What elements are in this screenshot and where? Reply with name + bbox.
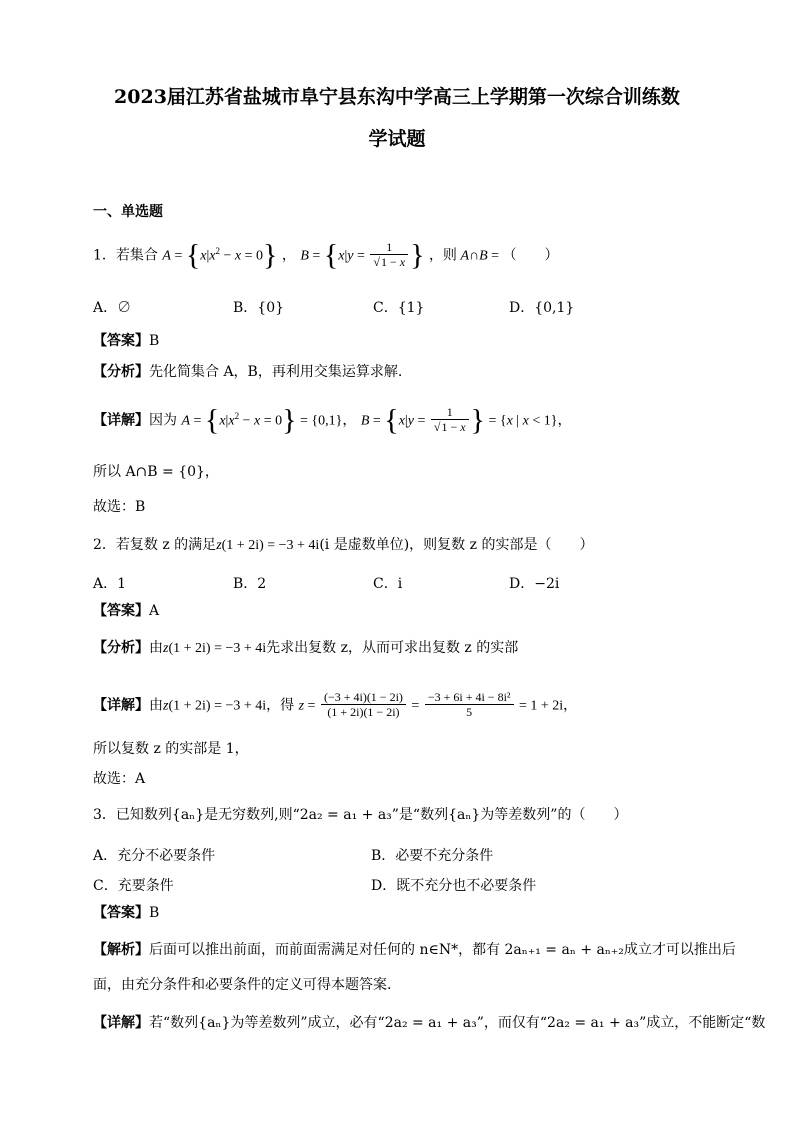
conclusion-1: 所以 A∩B = {0}， (93, 464, 219, 480)
option-d: D．既不充分也不必要条件 (371, 878, 537, 894)
choose-1: 故选：B (93, 499, 146, 515)
option-d: D．{0,1} (509, 300, 575, 316)
option-b: B．{0} (233, 300, 285, 316)
option-c: C．i (373, 576, 403, 592)
answer-2: 【答案】A (93, 603, 160, 619)
option-a: A．1 (93, 576, 127, 592)
analysis-2: 【分析】由z(1 + 2i) = −3 + 4i先求出复数 z，从而可求出复数 z 的实部 (93, 640, 519, 656)
question-3-stem: 3．已知数列{aₙ}是无穷数列,则“2a₂ = a₁ + a₃”是“数列{aₙ}为等差数列”的（ ） (93, 807, 628, 823)
answer-1: 【答案】B (93, 333, 160, 349)
option-c: C．充要条件 (93, 878, 174, 894)
detail-3: 【详解】若“数列{aₙ}为等差数列”成立，必有“2a₂ = a₁ + a₃”，而仅有“2a₂ = a₁ + a₃”成立，不能断定“数 (93, 1015, 766, 1031)
option-c: C．{1} (373, 300, 425, 316)
jiexi-3-cont: 面，由充分条件和必要条件的定义可得本题答案. (93, 977, 392, 993)
analysis-1: 【分析】先化简集合 A，B，再利用交集运算求解. (93, 364, 403, 380)
section-heading: 一、单选题 (93, 204, 163, 220)
option-b: B．2 (233, 576, 267, 592)
answer-3: 【答案】B (93, 905, 160, 921)
question-1-stem: 1．若集合 $A = \{x|x^2 - x = 0\}$ ， B = {x|y = $\frac{1}{√1 - x}$ } ，则 A∩B = （ ） (93, 238, 559, 272)
option-b: B．必要不充分条件 (371, 848, 494, 864)
question-2-stem: 2．若复数 z 的满足z(1 + 2i) = −3 + 4i(i 是虚数单位)，则复数 z 的实部是（ ） (93, 537, 594, 553)
page-title-line-2: 学试题 (368, 128, 426, 150)
choose-2: 故选：A (93, 771, 146, 787)
option-a: A．充分不必要条件 (93, 848, 216, 864)
detail-2: 【详解】由z(1 + 2i) = −3 + 4i，得 z = $\frac{(-3 + 4i)(1 - 2i)}{(1 + 2i)(1 - 2i)}$ = $\frac{\text{−3 + 6i + 4i − 8i²}}{5}$ = 1 + 2i， (93, 690, 578, 720)
conclusion-2: 所以复数 z 的实部是 1， (93, 741, 249, 757)
option-d: D．−2i (509, 576, 560, 592)
detail-1: 【详解】因为 $A = \{x|x^2 - x = 0\} = \{0,1\}$， B = {x|y = $\frac{1}{√1 - x}$ } = {x | x < 1}， (93, 403, 572, 437)
page-title-line-1: 2023届江苏省盐城市阜宁县东沟中学高三上学期第一次综合训练数 (114, 86, 680, 108)
jiexi-3: 【解析】后面可以推出前面，而前面需满足对任何的 n∈N*，都有 2aₙ₊₁ = aₙ + aₙ₊₂成立才可以推出后 (93, 942, 736, 958)
option-a: A．∅ (93, 300, 132, 316)
